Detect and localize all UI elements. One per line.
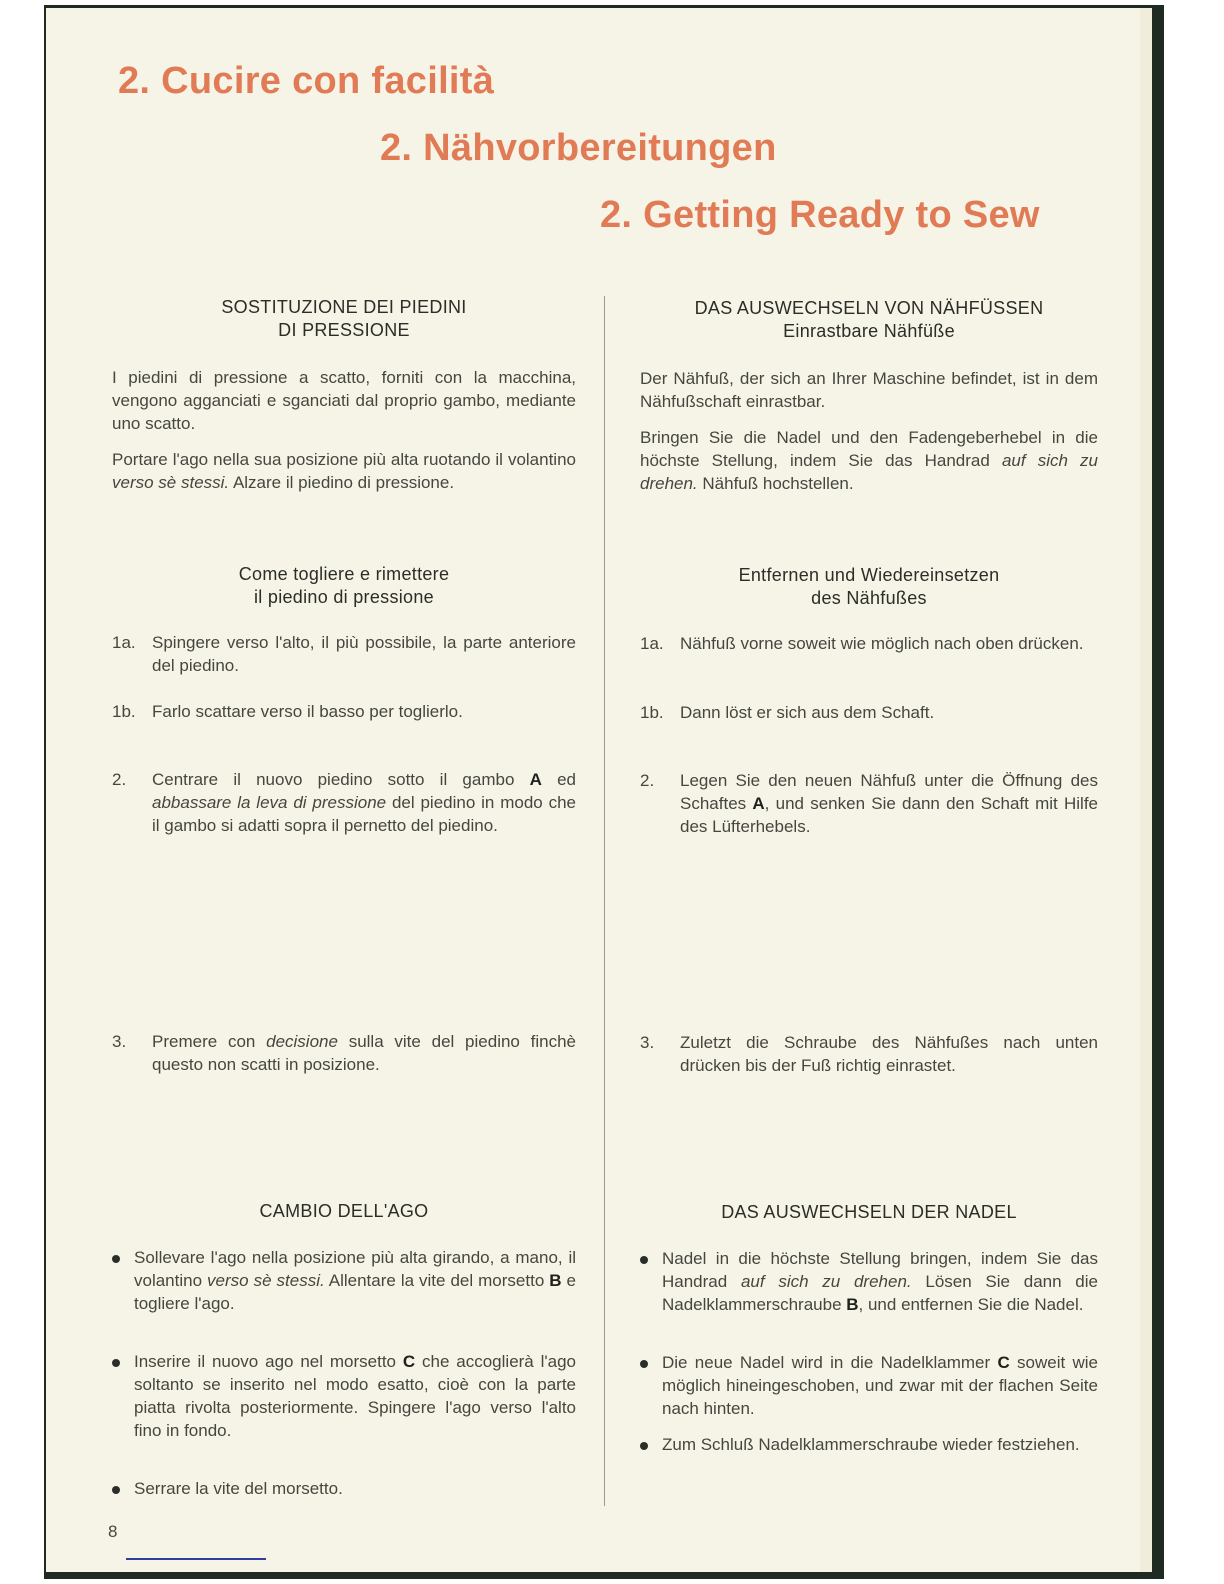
left-bullet1-label-b: B [549, 1271, 562, 1290]
left-bullet-3 [112, 1477, 576, 1500]
right-step-3-text: Zuletzt die Schraube des Nähfußes nach unten drücken bis der Fuß richtig einrastet. [680, 1033, 1098, 1075]
left-para1: I piedini di pressione a scatto, forniti con la macchina, vengono agganciati e sganciati dal proprio gambo, mediante uno scatto. [112, 368, 576, 433]
left-section3-heading-text: CAMBIO DELL'AGO [259, 1201, 429, 1221]
right-step-1b [640, 701, 1098, 724]
right-step-1a [640, 632, 1098, 655]
right-bullet1-a: Nadel in die höchste Stellung bringen, indem Sie das Handrad [662, 1249, 1098, 1291]
left-step2-b: ed [541, 770, 576, 789]
left-section1-heading-line1: SOSTITUZIONE DEI PIEDINI [221, 297, 467, 317]
right-para2-a: Bringen Sie die Nadel und den Fadengeberhebel in die höchste Stellung, indem Sie das Handrad [640, 428, 1098, 470]
title-german: 2. Nähvorbereitungen [380, 127, 777, 169]
left-step-2 [112, 768, 576, 837]
right-step-3-number: 3. [640, 1033, 655, 1052]
left-bullet-1 [112, 1246, 576, 1315]
left-para2-b: Alzare il piedino di pressione. [229, 473, 455, 492]
right-bullet-1 [640, 1247, 1098, 1316]
left-bullet3-text: Serrare la vite del morsetto. [134, 1479, 343, 1498]
right-section2-heading [640, 564, 1098, 610]
right-section1-heading-line1: DAS AUSWECHSELN VON NÄHFÜSSEN [694, 298, 1044, 318]
left-step3-a: Premere con [152, 1032, 267, 1051]
right-para1: Der Nähfuß, der sich an Ihrer Maschine befindet, ist in dem Nähfußschaft einrastbar. [640, 369, 1098, 411]
bullet-dot-icon [112, 1255, 120, 1263]
left-step-1a-text: Spingere verso l'alto, il più possibile, la parte anteriore del piedino. [152, 633, 576, 675]
left-step2-c: del piedino in modo che il gambo si adatti sopra il pernetto del piedino. [152, 793, 576, 835]
left-section2-heading-line2: il piedino di pressione [253, 587, 434, 607]
left-bullet-2 [112, 1350, 576, 1442]
right-section1-heading [640, 297, 1098, 343]
right-step-1a-text: Nähfuß vorne soweit wie möglich nach oben drücken. [680, 634, 1084, 653]
right-bullet3-text: Zum Schluß Nadelklammerschraube wieder festziehen. [662, 1435, 1080, 1454]
left-step3-b: sulla vite del piedino finchè questo non scatti in posizione. [152, 1032, 576, 1074]
bullet-dot-icon [112, 1486, 120, 1494]
right-bullet-2 [640, 1351, 1098, 1420]
right-bullet2-b: soweit wie möglich hineingeschoben, und zwar mit der flachen Seite nach hinten. [662, 1353, 1099, 1418]
scan-mark-line [126, 1558, 266, 1560]
title-english: 2. Getting Ready to Sew [600, 194, 1040, 236]
right-bullet1-label-b: B [846, 1295, 859, 1314]
left-step2-em: abbassare la leva di pressione [152, 793, 387, 812]
left-step-3 [112, 1030, 576, 1076]
column-divider [604, 296, 605, 1506]
left-intro-paragraph [112, 366, 576, 435]
right-step-1a-number: 1a. [640, 634, 664, 653]
left-step-1b [112, 700, 576, 723]
right-bullet2-a: Die neue Nadel wird in die Nadelklammer [662, 1353, 998, 1372]
left-bullet1-c: e togliere l'ago. [134, 1271, 576, 1313]
left-step2-label-a: A [529, 770, 542, 789]
right-bullet1-em: auf sich zu drehen. [740, 1272, 912, 1291]
left-para2-em: verso sè stessi. [112, 473, 230, 492]
left-para2-a: Portare l'ago nella sua posizione più alta ruotando il volantino [112, 450, 576, 469]
bullet-dot-icon [640, 1442, 648, 1450]
title-italian: 2. Cucire con facilità [118, 60, 495, 102]
right-bullet1-b: Lösen Sie dann die Nadelklammerschraube [662, 1272, 1098, 1314]
right-step-1b-text: Dann löst er sich aus dem Schaft. [680, 703, 935, 722]
right-instruction-paragraph [640, 426, 1098, 495]
right-step2-b: , und senken Sie dann den Schaft mit Hilfe des Lüfterhebels. [680, 794, 1099, 836]
right-section1-heading-line2: Einrastbare Nähfüße [783, 321, 955, 341]
left-step3-em: decisione [266, 1032, 338, 1051]
left-bullet2-a: Inserire il nuovo ago nel morsetto [134, 1352, 403, 1371]
right-step2-a: Legen Sie den neuen Nähfuß unter die Öffnung des Schaftes [680, 771, 1098, 813]
left-bullet1-em: verso sè stessi. [207, 1271, 325, 1290]
bullet-dot-icon [112, 1359, 120, 1367]
left-bullet2-label-c: C [402, 1352, 416, 1371]
right-step-2 [640, 769, 1098, 838]
right-section3-heading [640, 1201, 1098, 1224]
right-section2-heading-line2: des Nähfußes [811, 588, 927, 608]
left-step-1a-number: 1a. [112, 633, 136, 652]
page-number: 8 [108, 1522, 118, 1541]
left-step2-a: Centrare il nuovo piedino sotto il gambo [152, 770, 530, 789]
bullet-dot-icon [640, 1256, 648, 1264]
left-section1-heading-line2: DI PRESSIONE [278, 320, 410, 340]
left-step-1b-text: Farlo scattare verso il basso per toglierlo. [152, 702, 463, 721]
left-bullet2-b: che accoglierà l'ago soltanto se inserito nel modo esatto, cioè con la parte piatta rivolta posteriormente. Spingere l'ago verso l'alto fino in fondo. [134, 1352, 576, 1440]
left-section1-heading [112, 296, 576, 342]
bullet-dot-icon [640, 1360, 648, 1368]
right-step-3 [640, 1031, 1098, 1077]
right-bullet2-label-c: C [997, 1353, 1010, 1372]
left-section2-heading [112, 563, 576, 609]
left-step-2-number: 2. [112, 770, 127, 789]
left-bullet1-b: Allentare la vite del morsetto [324, 1271, 550, 1290]
left-step-3-number: 3. [112, 1032, 127, 1051]
left-instruction-paragraph [112, 448, 576, 494]
right-step-2-number: 2. [640, 771, 655, 790]
right-bullet1-c: , und entfernen Sie die Nadel. [858, 1295, 1084, 1314]
right-section3-heading-text: DAS AUSWECHSELN DER NADEL [721, 1202, 1017, 1222]
left-section3-heading [112, 1200, 576, 1223]
left-step-1b-number: 1b. [112, 702, 136, 721]
left-step-1a [112, 631, 576, 677]
right-para2-b: Nähfuß hochstellen. [697, 474, 854, 493]
right-section2-heading-line1: Entfernen und Wiedereinsetzen [738, 565, 1000, 585]
left-section2-heading-line1: Come togliere e rimettere [238, 564, 450, 584]
right-step2-label-a: A [752, 794, 765, 813]
right-step-1b-number: 1b. [640, 703, 664, 722]
right-para2-em: auf sich zu drehen. [640, 451, 1099, 493]
right-bullet-3 [640, 1433, 1098, 1456]
right-intro-paragraph [640, 367, 1098, 413]
page-edge-strip [1140, 8, 1152, 1572]
left-bullet1-a: Sollevare l'ago nella posizione più alta girando, a mano, il volantino [134, 1248, 576, 1290]
